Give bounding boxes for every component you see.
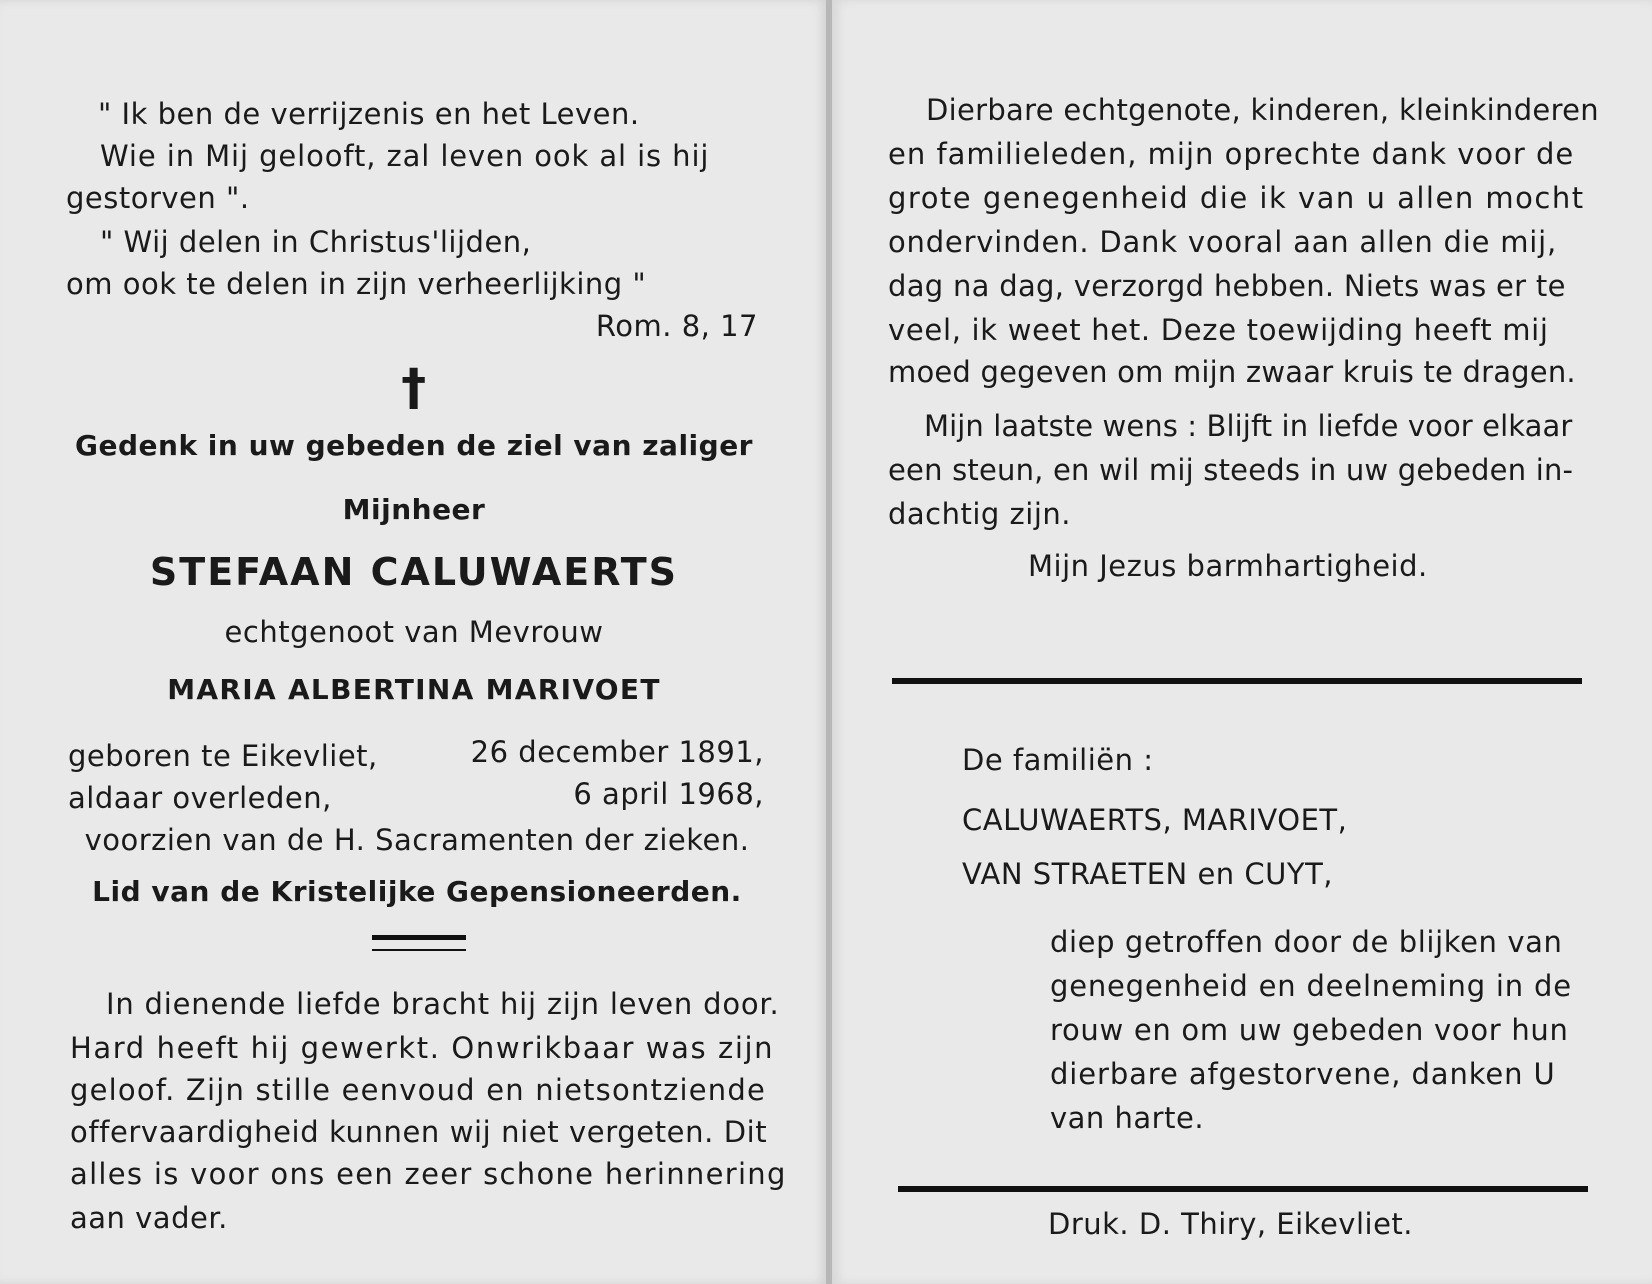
thanks-line: grote genegenheid die ik van u allen mocht xyxy=(888,181,1585,215)
gratitude-line: dierbare afgestorvene, danken U xyxy=(1050,1057,1556,1091)
tribute-line: geloof. Zijn stille eenvoud en nietsontziende xyxy=(70,1073,767,1107)
last-wish-line: Mijn laatste wens : Blijft in liefde voor elkaar xyxy=(924,409,1573,443)
thanks-line: en familieleden, mijn oprechte dank voor de xyxy=(888,137,1575,171)
tribute-line: alles is voor ons een zeer schone herinnering xyxy=(70,1157,787,1191)
cross-icon: † xyxy=(401,358,427,416)
thanks-line: dag na dag, verzorgd hebben. Niets was er te xyxy=(888,269,1566,303)
tribute-line: Hard heeft hij gewerkt. Onwrikbaar was zijn xyxy=(70,1031,775,1065)
families-heading: De familiën : xyxy=(962,743,1154,777)
gratitude-line: genegenheid en deelneming in de xyxy=(1050,969,1572,1003)
sacraments-line: voorzien van de H. Sacramenten der zieken. xyxy=(84,823,750,857)
gratitude-line: diep getroffen door de blijken van xyxy=(1050,925,1563,959)
family-names: VAN STRAETEN en CUYT, xyxy=(962,857,1334,891)
tribute-line: In dienende liefde bracht hij zijn leven door. xyxy=(106,987,780,1021)
divider xyxy=(898,1186,1588,1192)
birth-date: 26 december 1891, xyxy=(470,735,764,769)
thanks-line: moed gegeven om mijn zwaar kruis te dragen. xyxy=(888,355,1576,389)
remembrance-line: Gedenk in uw gebeden de ziel van zaliger xyxy=(75,429,753,462)
spouse-intro: echtgenoot van Mevrouw xyxy=(224,615,604,649)
last-wish-line: dachtig zijn. xyxy=(888,497,1071,531)
thanks-line: veel, ik weet het. Deze toewijding heeft mij xyxy=(888,313,1549,347)
birth-label: geboren te Eikevliet, xyxy=(68,739,378,773)
tribute-line: offervaardigheid kunnen wij niet vergeten. Dit xyxy=(70,1115,768,1149)
deceased-name: STEFAAN CALUWAERTS xyxy=(149,550,679,594)
printer-credit: Druk. D. Thiry, Eikevliet. xyxy=(1048,1207,1413,1241)
prayer-line: Mijn Jezus barmhartigheid. xyxy=(1028,549,1428,583)
divider xyxy=(372,935,466,940)
spouse-name: MARIA ALBERTINA MARIVOET xyxy=(167,673,661,706)
thanks-line: Dierbare echtgenote, kinderen, kleinkinderen xyxy=(926,93,1599,127)
gratitude-line: van harte. xyxy=(1050,1101,1205,1135)
quote-line: om ook te delen in zijn verheerlijking " xyxy=(66,267,647,301)
quote-line: " Wij delen in Christus'lijden, xyxy=(100,225,532,259)
quote-line: gestorven ". xyxy=(66,181,250,215)
divider xyxy=(372,949,466,951)
membership-line: Lid van de Kristelijke Gepensioneerden. xyxy=(92,875,742,908)
family-names: CALUWAERTS, MARIVOET, xyxy=(962,803,1348,837)
last-wish-line: een steun, en wil mij steeds in uw gebeden in- xyxy=(888,453,1574,487)
gratitude-line: rouw en om uw gebeden voor hun xyxy=(1050,1013,1569,1047)
quote-line: " Ik ben de verrijzenis en het Leven. xyxy=(98,97,640,131)
honorific: Mijnheer xyxy=(342,493,486,526)
thanks-line: ondervinden. Dank vooral aan allen die mij, xyxy=(888,225,1558,259)
right-page xyxy=(832,0,1652,1284)
death-date: 6 april 1968, xyxy=(573,777,764,811)
divider xyxy=(892,678,1582,684)
scripture-reference: Rom. 8, 17 xyxy=(595,309,758,343)
death-label: aldaar overleden, xyxy=(68,781,332,815)
quote-line: Wie in Mij gelooft, zal leven ook al is hij xyxy=(100,139,710,173)
tribute-line: aan vader. xyxy=(70,1201,228,1235)
